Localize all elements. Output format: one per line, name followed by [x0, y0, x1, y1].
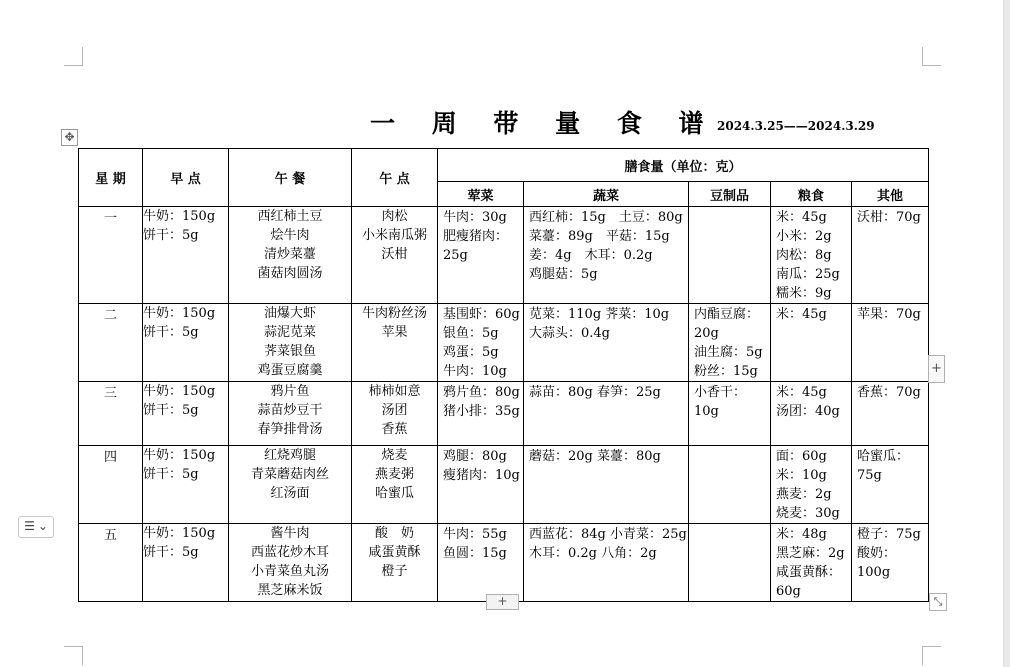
cell-other[interactable] [852, 207, 929, 304]
snack-line: 咸蛋黄酥 [368, 545, 421, 560]
chevron-down-icon: ⌄ [37, 519, 48, 533]
cell-grain[interactable] [771, 446, 852, 524]
lunch-line: 菌菇肉圆汤 [257, 266, 323, 281]
grain-line: 南瓜：25g [776, 267, 840, 282]
cell-breakfast[interactable] [143, 207, 229, 304]
lunch-line: 红汤面 [270, 486, 310, 501]
cell-meat[interactable] [438, 382, 524, 446]
other-line: 酸奶： [857, 546, 897, 561]
menu-table [78, 148, 929, 602]
breakfast-line: 饼干：5g [143, 228, 199, 243]
other-line: 哈蜜瓜： [857, 449, 910, 464]
layout-options-button[interactable] [18, 516, 54, 538]
soy-line: 10g [694, 404, 719, 419]
cell-day[interactable] [79, 524, 143, 602]
cell-soy[interactable] [689, 524, 771, 602]
cell-lunch[interactable] [229, 446, 352, 524]
lunch-line: 烩牛肉 [270, 228, 310, 243]
header-breakfast: 早 点 [143, 149, 229, 207]
cell-day[interactable] [79, 304, 143, 382]
page-corner-mark [64, 47, 83, 66]
lunch-line: 鸡蛋豆腐羹 [257, 363, 323, 378]
lunch-line: 红烧鸡腿 [263, 448, 316, 463]
meat-line: 瘦猪肉：10g [443, 468, 520, 483]
header-intake: 膳食量（单位：克） [438, 149, 929, 182]
breakfast-line: 牛奶：150g [143, 209, 216, 224]
breakfast-line: 饼干：5g [143, 403, 199, 418]
cell-lunch[interactable] [229, 382, 352, 446]
layout-icon: ☰ [24, 519, 35, 533]
grain-line: 汤团：40g [776, 404, 840, 419]
veg-line: 西红柿：15g 土豆：80g [529, 210, 683, 225]
cell-breakfast[interactable] [143, 446, 229, 524]
cell-other[interactable] [852, 446, 929, 524]
veg-line: 姜：4g 木耳：0.2g [529, 248, 653, 263]
meat-line: 鸦片鱼：80g [443, 385, 520, 400]
cell-other[interactable] [852, 524, 929, 602]
grain-line: 米：45g [776, 210, 827, 225]
soy-line: 20g [694, 326, 719, 341]
meat-line: 鱼圆：15g [443, 546, 507, 561]
cell-day[interactable] [79, 446, 143, 524]
meat-line: 银鱼：5g [443, 326, 499, 341]
header-day: 星 期 [79, 149, 143, 207]
breakfast-line: 牛奶：150g [143, 384, 216, 399]
meat-line: 牛肉：55g [443, 527, 507, 542]
cell-meat[interactable] [438, 524, 524, 602]
vertical-scrollbar[interactable] [1003, 0, 1010, 667]
snack-line: 柿柿如意 [368, 384, 421, 399]
meat-line: 肥瘦猪肉： [443, 229, 509, 244]
soy-line: 油生腐：5g [694, 345, 763, 360]
breakfast-line: 饼干：5g [143, 467, 199, 482]
lunch-line: 荠菜银鱼 [263, 344, 316, 359]
table-row [79, 382, 929, 446]
add-column-button[interactable]: + [928, 355, 945, 383]
other-line: 100g [857, 565, 891, 580]
lunch-line: 油爆大虾 [263, 306, 316, 321]
meat-line: 牛肉：10g [443, 364, 507, 379]
meat-line: 基围虾：60g [443, 307, 520, 322]
snack-line: 沃柑 [381, 247, 408, 262]
soy-line: 小香干： [694, 385, 747, 400]
lunch-line: 清炒菜薹 [263, 247, 316, 262]
lunch-line: 西红柿土豆 [257, 209, 323, 224]
snack-line: 苹果 [381, 325, 408, 340]
snack-line: 哈蜜瓜 [374, 486, 414, 501]
breakfast-line: 饼干：5g [143, 325, 199, 340]
cell-veg[interactable] [524, 524, 689, 602]
header-veg: 蔬菜 [524, 182, 689, 207]
snack-line: 橙子 [381, 564, 408, 579]
grain-line: 60g [776, 584, 801, 599]
grain-line: 燕麦：2g [776, 487, 832, 502]
cell-lunch[interactable] [229, 207, 352, 304]
meat-line: 鸡腿：80g [443, 449, 507, 464]
other-line: 75g [857, 468, 882, 483]
cell-meat[interactable] [438, 304, 524, 382]
cell-veg[interactable] [524, 382, 689, 446]
cell-meat[interactable] [438, 207, 524, 304]
veg-line: 大蒜头：0.4g [529, 326, 610, 341]
cell-day[interactable] [79, 207, 143, 304]
resize-icon[interactable]: ⤡ [929, 593, 947, 611]
grain-line: 烧麦：30g [776, 506, 840, 521]
grain-line: 小米：2g [776, 229, 832, 244]
day-label: 二 [103, 308, 117, 323]
lunch-line: 小青菜鱼丸汤 [250, 564, 329, 579]
table-row [79, 446, 929, 524]
other-line: 沃柑：70g [857, 210, 921, 225]
day-label: 四 [103, 450, 117, 465]
cell-soy[interactable] [689, 304, 771, 382]
cell-meat[interactable] [438, 446, 524, 524]
snack-line: 酸 奶 [374, 526, 414, 541]
snack-line: 香蕉 [381, 422, 408, 437]
add-row-button[interactable]: + [486, 594, 519, 610]
move-icon[interactable]: ✥ [61, 129, 78, 146]
soy-line: 内酯豆腐： [694, 307, 760, 322]
breakfast-line: 牛奶：150g [143, 306, 216, 321]
cell-veg[interactable] [524, 304, 689, 382]
grain-line: 糯米：9g [776, 286, 832, 301]
lunch-line: 西蓝花炒木耳 [250, 545, 329, 560]
snack-line: 汤团 [381, 403, 408, 418]
other-line: 橙子：75g [857, 527, 921, 542]
grain-line: 米：10g [776, 468, 827, 483]
day-label: 五 [103, 528, 117, 543]
header-other: 其他 [852, 182, 929, 207]
header-soy: 豆制品 [689, 182, 771, 207]
page-corner-mark [922, 47, 941, 66]
cell-snack[interactable] [352, 304, 438, 382]
date-range: 2024.3.25——2024.3.29 [717, 119, 875, 133]
breakfast-line: 饼干：5g [143, 545, 199, 560]
lunch-line: 春笋排骨汤 [257, 422, 323, 437]
grain-line: 面：60g [776, 449, 827, 464]
cell-snack[interactable] [352, 207, 438, 304]
cell-breakfast[interactable] [143, 382, 229, 446]
day-label: 一 [103, 211, 117, 226]
header-lunch: 午 餐 [229, 149, 352, 207]
cell-breakfast[interactable] [143, 524, 229, 602]
meat-line: 猪小排：35g [443, 404, 520, 419]
snack-line: 小米南瓜粥 [361, 228, 427, 243]
grain-line: 咸蛋黄酥： [776, 565, 842, 580]
cell-snack[interactable] [352, 382, 438, 446]
meat-line: 25g [443, 248, 468, 263]
cell-soy[interactable] [689, 207, 771, 304]
cell-breakfast[interactable] [143, 304, 229, 382]
page-title: 一 周 带 量 食 谱 [370, 109, 718, 138]
page-corner-mark [922, 646, 941, 665]
table-row [79, 524, 929, 602]
grain-line: 米：45g [776, 307, 827, 322]
meat-line: 牛肉：30g [443, 210, 507, 225]
veg-line: 苋菜：110g 荠菜：10g [529, 307, 670, 322]
cell-soy[interactable] [689, 446, 771, 524]
grain-line: 肉松：8g [776, 248, 832, 263]
table-row [79, 207, 929, 304]
veg-line: 西蓝花：84g 小青菜：25g [529, 527, 687, 542]
lunch-line: 鸦片鱼 [270, 384, 310, 399]
snack-line: 牛肉粉丝汤 [361, 306, 427, 321]
veg-line: 鸡腿菇：5g [529, 267, 598, 282]
veg-line: 蒜苗：80g 春笋：25g [529, 385, 661, 400]
cell-day[interactable] [79, 382, 143, 446]
other-line: 苹果：70g [857, 307, 921, 322]
day-label: 三 [103, 386, 117, 401]
breakfast-line: 牛奶：150g [143, 526, 216, 541]
cell-veg[interactable] [524, 446, 689, 524]
cell-veg[interactable] [524, 207, 689, 304]
cell-lunch[interactable] [229, 304, 352, 382]
cell-other[interactable] [852, 382, 929, 446]
lunch-line: 青菜蘑菇肉丝 [250, 467, 329, 482]
veg-line: 菜薹：89g 平菇：15g [529, 229, 670, 244]
lunch-line: 蒜泥苋菜 [263, 325, 316, 340]
breakfast-line: 牛奶：150g [143, 448, 216, 463]
soy-line: 粉丝：15g [694, 364, 758, 379]
grain-line: 米：48g [776, 527, 827, 542]
snack-line: 肉松 [381, 209, 408, 224]
cell-grain[interactable] [771, 304, 852, 382]
meat-line: 鸡蛋：5g [443, 345, 499, 360]
cell-grain[interactable] [771, 524, 852, 602]
snack-line: 燕麦粥 [374, 467, 414, 482]
lunch-line: 黑芝麻米饭 [257, 583, 323, 598]
cell-soy[interactable] [689, 382, 771, 446]
grain-line: 米：45g [776, 385, 827, 400]
cell-snack[interactable] [352, 446, 438, 524]
veg-line: 蘑菇：20g 菜薹：80g [529, 449, 661, 464]
lunch-line: 酱牛肉 [270, 526, 310, 541]
cell-lunch[interactable] [229, 524, 352, 602]
page-corner-mark [64, 646, 83, 665]
grain-line: 黑芝麻：2g [776, 546, 845, 561]
header-meat: 荤菜 [438, 182, 524, 207]
header-snack: 午 点 [352, 149, 438, 207]
veg-line: 木耳：0.2g 八角：2g [529, 546, 657, 561]
cell-snack[interactable] [352, 524, 438, 602]
cell-other[interactable] [852, 304, 929, 382]
table-row [79, 304, 929, 382]
cell-grain[interactable] [771, 207, 852, 304]
header-grain: 粮食 [771, 182, 852, 207]
cell-grain[interactable] [771, 382, 852, 446]
lunch-line: 蒜苗炒豆干 [257, 403, 323, 418]
other-line: 香蕉：70g [857, 385, 921, 400]
snack-line: 烧麦 [381, 448, 408, 463]
